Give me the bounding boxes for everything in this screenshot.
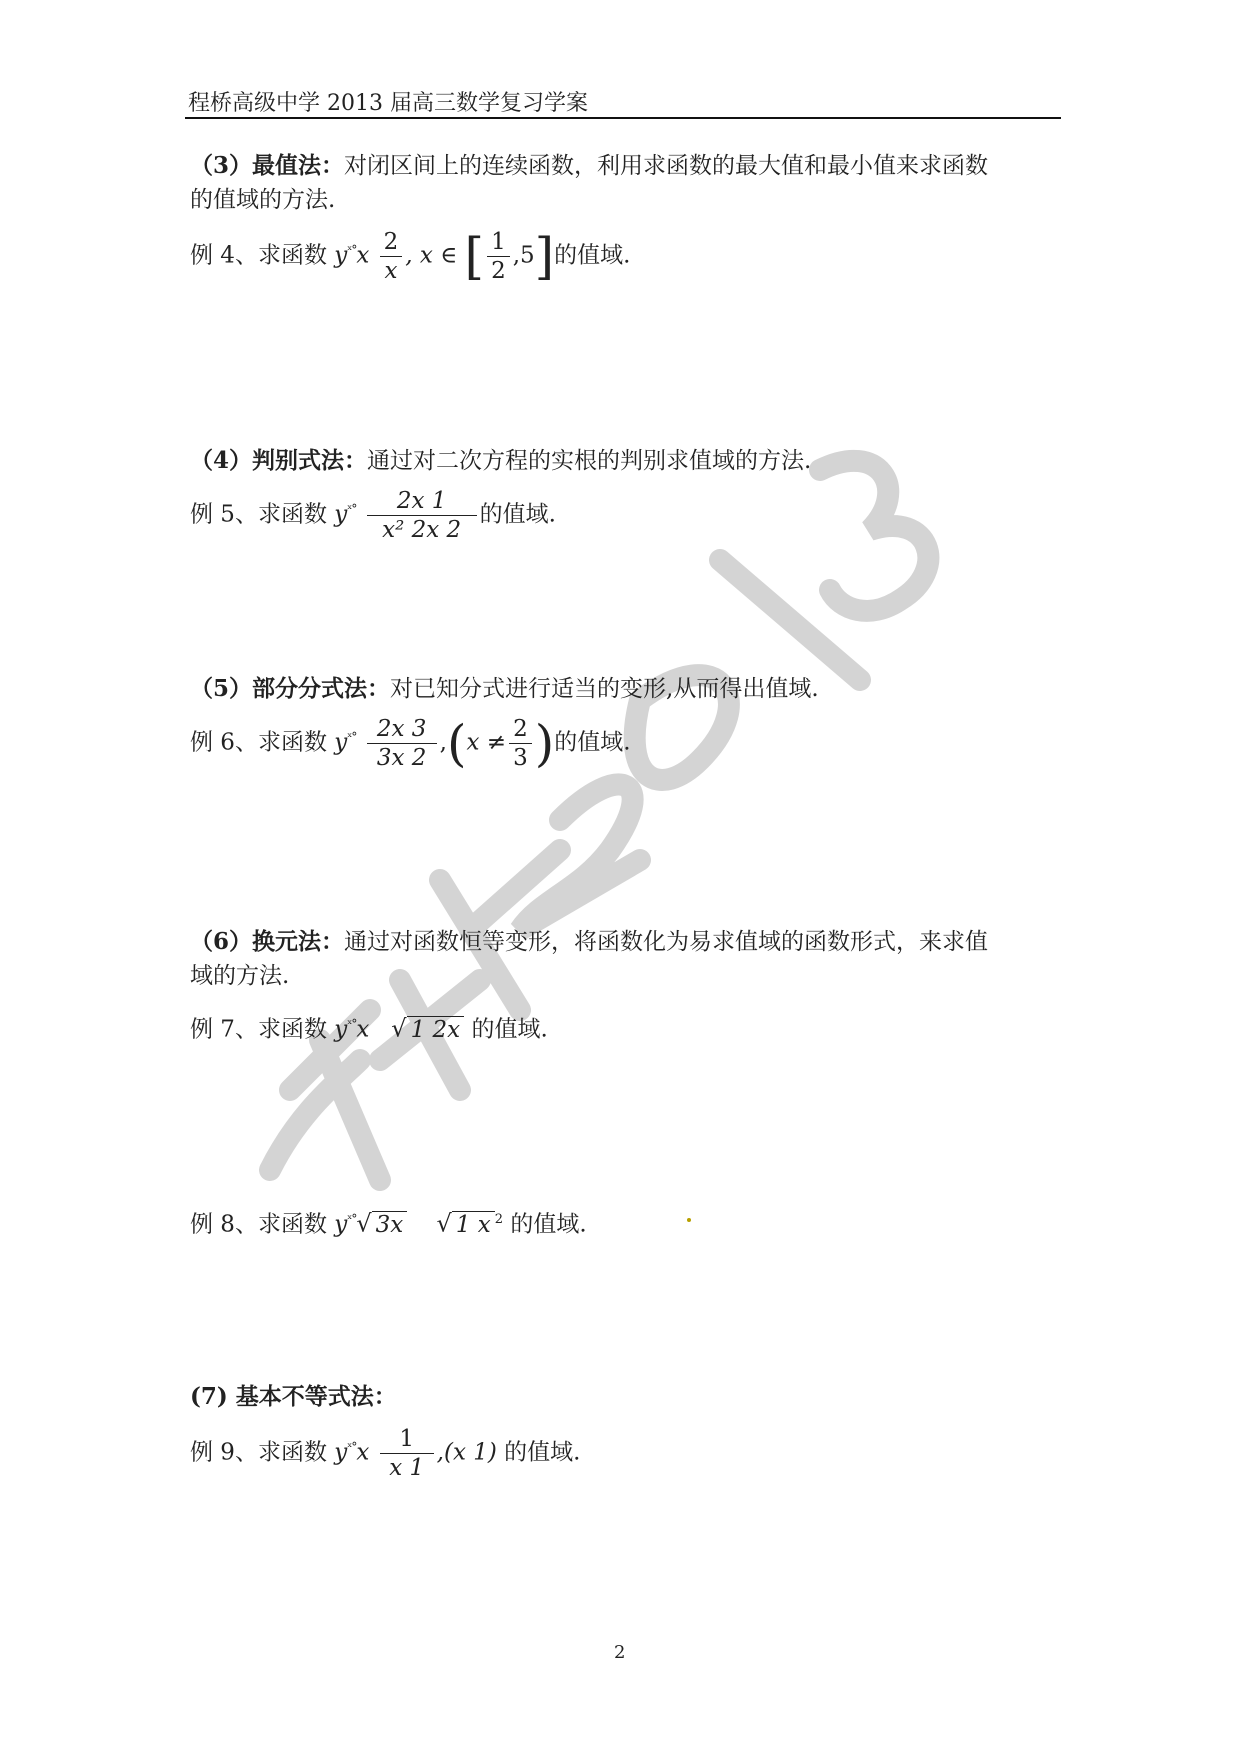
ex9-num: 1 <box>399 1426 414 1452</box>
section-5-line <box>190 675 819 703</box>
ex6-cond-fraction <box>509 715 532 772</box>
example-6: 例 6、求函数 $y^{ˣ^\circ}$ $\frac{2x 3}{3x 2}$ ,(x ≠ $\frac{2}{3}$ )的值域. <box>190 714 631 773</box>
header-title: 程桥高级中学 2013 届高三数学复习学案 <box>188 91 588 116</box>
ex6-cnum: 2 <box>513 716 528 742</box>
example-8 <box>190 1205 587 1239</box>
ex6-glyph: ˣ° <box>347 729 357 744</box>
ex9-label: 例 9、求函数 <box>190 1439 335 1466</box>
ex9-den: x 1 <box>380 1453 434 1482</box>
ex8-y: y <box>334 1211 348 1238</box>
ex4-glyph: ˣ° <box>347 242 357 257</box>
ex9-glyph: ˣ° <box>347 1439 357 1454</box>
ex5-den: x² 2x 2 <box>367 515 477 544</box>
ex7-y: y <box>334 1016 348 1043</box>
ex6-tail: 的值域. <box>554 729 631 756</box>
ex4-y: y <box>334 242 348 269</box>
section-3-title: （3）最值法： <box>190 152 345 179</box>
ex4-tail: 的值域. <box>554 242 631 269</box>
example-5 <box>190 487 556 544</box>
section-4-line <box>190 447 811 475</box>
ex8-glyph: ˣ° <box>347 1212 357 1226</box>
ex5-tail: 的值域. <box>479 501 556 528</box>
ex4-end5: ,5 <box>512 242 535 269</box>
ex9-tail: 的值域. <box>504 1439 581 1466</box>
ex6-cond: x ≠ <box>466 729 507 756</box>
ex6-label: 例 6、求函数 <box>190 729 335 756</box>
example-7 <box>190 1010 548 1044</box>
ex7-x: x <box>356 1016 370 1043</box>
section-3-line1 <box>190 152 988 180</box>
ex4-num: 2 <box>383 229 399 255</box>
header-rule <box>185 117 1061 119</box>
ex7-sqrt-icon: √ <box>391 1014 407 1043</box>
page-number: 2 <box>614 1642 626 1663</box>
section-5-body: 对已知分式进行适当的变形,从而得出值域. <box>390 676 819 702</box>
section-6-body2: 域的方法. <box>190 963 290 989</box>
ex4-fraction <box>380 228 403 285</box>
ex6-cden: 3 <box>509 743 532 772</box>
ex4-ifrac-den: 2 <box>487 256 510 285</box>
ex9-cond: ,(x 1) <box>436 1439 497 1466</box>
ex6-left-paren: ( <box>446 714 467 773</box>
ex4-left-bracket: [ <box>464 227 485 286</box>
ex9-y: y <box>334 1439 348 1466</box>
ex7-rad: 1 2x <box>407 1016 465 1043</box>
ex4-ifrac-num: 1 <box>491 229 506 255</box>
ex8-rad2: 1 x <box>452 1211 495 1238</box>
ex9-x: x <box>356 1439 370 1466</box>
ex6-den: 3x 2 <box>367 743 437 772</box>
section-7-title: (7) 基本不等式法： <box>190 1383 397 1410</box>
example-4 <box>190 228 630 285</box>
ex4-mid: , x ∈ <box>405 242 458 269</box>
ex8-sqrt-icon-2: √ <box>436 1209 452 1238</box>
ex4-x: x <box>356 242 370 269</box>
ex8-sqrt-icon-1: √ <box>356 1209 372 1238</box>
ex6-fraction <box>367 715 437 772</box>
ex6-right-paren: ) <box>534 714 555 773</box>
ex7-tail: 的值域. <box>471 1016 548 1043</box>
ex5-num: 2x 1 <box>396 488 447 514</box>
section-4-title: （4）判别式法： <box>190 447 368 474</box>
ex8-tail: 的值域. <box>510 1211 587 1238</box>
ex7-label: 例 7、求函数 <box>190 1016 335 1043</box>
section-6-title: （6）换元法： <box>190 928 345 955</box>
section-6-line1 <box>190 928 988 956</box>
ex5-y: y <box>334 501 348 528</box>
ex4-right-bracket: ] <box>534 227 555 286</box>
stray-dot <box>687 1218 691 1222</box>
ex5-label: 例 5、求函数 <box>190 501 335 528</box>
section-4-body: 通过对二次方程的实根的判别求值域的方法. <box>367 448 812 474</box>
ex8-rad1: 3x <box>372 1211 408 1238</box>
ex8-label: 例 8、求函数 <box>190 1211 335 1238</box>
example-9 <box>190 1425 580 1482</box>
ex6-num: 2x 3 <box>376 716 427 742</box>
ex4-den: x <box>380 256 403 285</box>
ex7-glyph: ˣ° <box>347 1017 357 1031</box>
ex9-fraction <box>380 1425 434 1482</box>
section-3-body2: 的值域的方法. <box>190 187 336 213</box>
section-3-body1: 对闭区间上的连续函数，利用求函数的最大值和最小值来求函数 <box>344 153 989 179</box>
ex5-fraction <box>367 487 477 544</box>
ex5-glyph: ˣ° <box>347 501 357 516</box>
section-5-title: （5）部分分式法： <box>190 675 391 702</box>
ex4-label: 例 4、求函数 <box>190 242 335 269</box>
ex8-sup: 2 <box>494 1212 504 1227</box>
ex6-y: y <box>334 729 348 756</box>
section-6-body1: 通过对函数恒等变形，将函数化为易求值域的函数形式，来求值 <box>344 929 989 955</box>
ex4-interval-fraction <box>487 228 510 285</box>
